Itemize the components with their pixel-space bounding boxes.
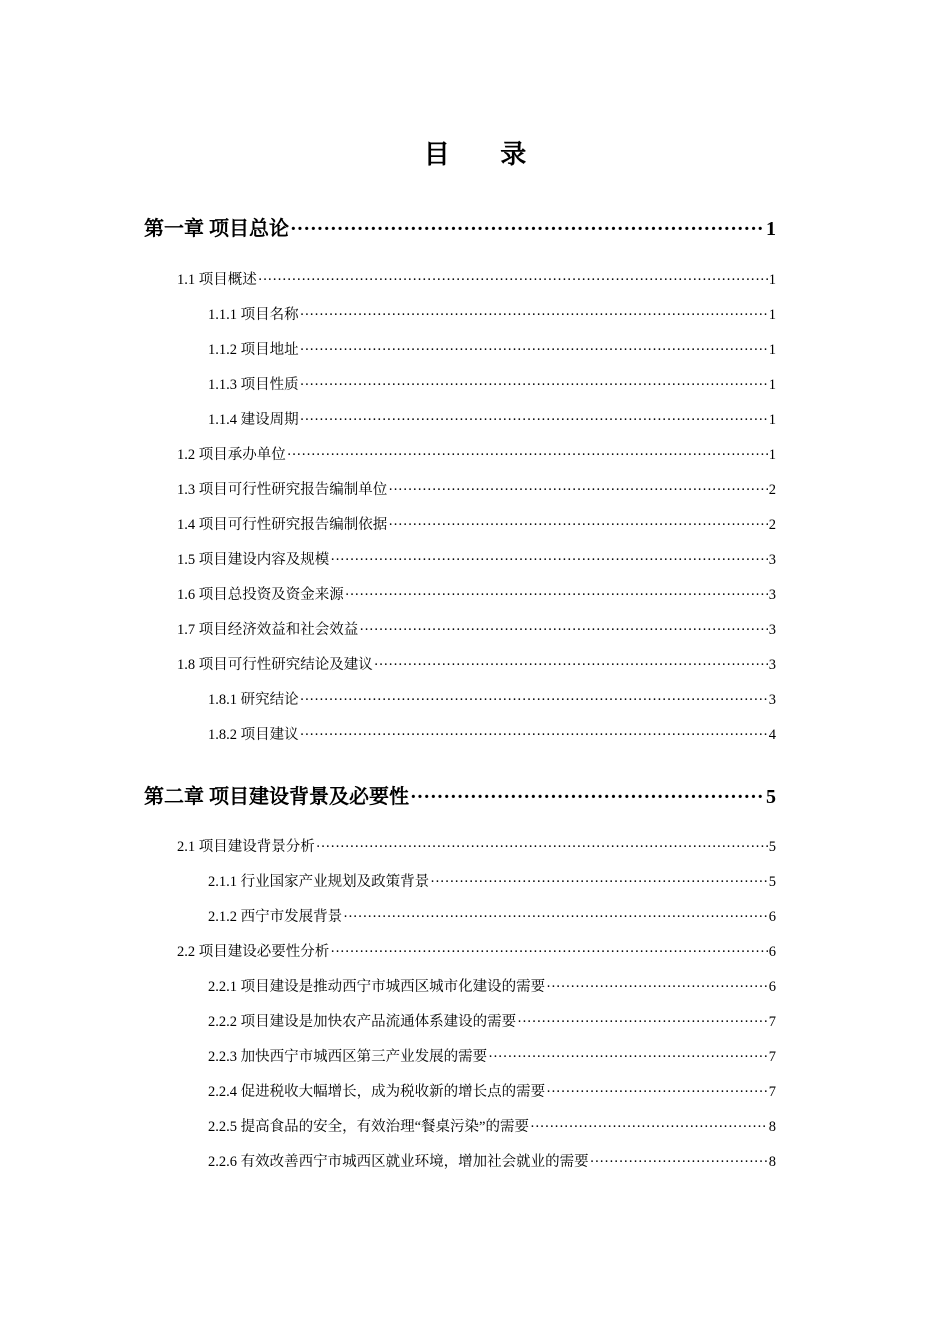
toc-page-number: 5 bbox=[766, 786, 776, 808]
dot-leader bbox=[287, 447, 768, 464]
dot-leader bbox=[316, 839, 768, 856]
toc-page-number: 1 bbox=[766, 218, 776, 240]
toc-subsection-1-1-2[interactable] bbox=[208, 338, 776, 358]
toc-entry-label: 1.6 项目总投资及资金来源 bbox=[177, 587, 344, 603]
toc-entry-label: 1.8.2 项目建议 bbox=[208, 727, 299, 743]
toc-entry-label: 2.2.5 提高食品的安全，有效治理“餐桌污染”的需要 bbox=[208, 1119, 529, 1135]
toc-subsection-2-1-2[interactable] bbox=[208, 905, 776, 925]
toc-subsection-2-1-1[interactable] bbox=[208, 870, 776, 890]
toc-page-number: 3 bbox=[768, 657, 776, 673]
toc-entry-label: 2.2.6 有效改善西宁市城西区就业环境，增加社会就业的需要 bbox=[208, 1154, 589, 1170]
toc-subsection-2-2-6[interactable] bbox=[208, 1150, 776, 1170]
dot-leader bbox=[410, 786, 765, 809]
toc-page-number: 7 bbox=[768, 1084, 776, 1100]
dot-leader bbox=[345, 587, 768, 604]
toc-page-number: 3 bbox=[768, 692, 776, 708]
toc-entry-label: 1.1.2 项目地址 bbox=[208, 342, 299, 358]
toc-page-number: 2 bbox=[768, 517, 776, 533]
dot-leader bbox=[430, 874, 768, 891]
toc-page-number: 6 bbox=[768, 909, 776, 925]
toc-page-number: 7 bbox=[768, 1049, 776, 1065]
toc-entry-label: 2.1.2 西宁市发展背景 bbox=[208, 909, 343, 925]
toc-page-number: 2 bbox=[768, 482, 776, 498]
toc-entry-label: 2.1.1 行业国家产业规划及政策背景 bbox=[208, 874, 430, 890]
toc-subsection-2-2-4[interactable] bbox=[208, 1080, 776, 1100]
dot-leader bbox=[530, 1119, 768, 1136]
dot-leader bbox=[330, 552, 768, 569]
toc-page-number: 1 bbox=[768, 447, 776, 463]
toc-section-2-1[interactable] bbox=[177, 835, 776, 855]
toc-entry-label: 2.2.4 促进税收大幅增长，成为税收新的增长点的需要 bbox=[208, 1084, 546, 1100]
toc-entry-label: 第一章 项目总论 bbox=[144, 218, 289, 240]
dot-leader bbox=[258, 272, 768, 289]
toc-entry-label: 1.1.1 项目名称 bbox=[208, 307, 299, 323]
dot-leader bbox=[546, 1084, 768, 1101]
toc-section-1-3[interactable] bbox=[177, 478, 776, 498]
toc-subsection-1-1-1[interactable] bbox=[208, 303, 776, 323]
toc-entry-label: 2.1 项目建设背景分析 bbox=[177, 839, 315, 855]
dot-leader bbox=[330, 944, 768, 961]
toc-page-number: 8 bbox=[768, 1119, 776, 1135]
dot-leader bbox=[488, 1049, 768, 1066]
toc-page-number: 3 bbox=[768, 622, 776, 638]
toc-subsection-1-8-2[interactable] bbox=[208, 723, 776, 743]
toc-page-number: 1 bbox=[768, 377, 776, 393]
toc-chapter-1[interactable] bbox=[144, 212, 776, 240]
toc-page-number: 5 bbox=[768, 874, 776, 890]
dot-leader bbox=[300, 692, 768, 709]
toc-page-number: 1 bbox=[768, 272, 776, 288]
toc-entry-label: 2.2.2 项目建设是加快农产品流通体系建设的需要 bbox=[208, 1014, 517, 1030]
dot-leader bbox=[300, 307, 768, 324]
toc-entry-label: 1.3 项目可行性研究报告编制单位 bbox=[177, 482, 388, 498]
dot-leader bbox=[300, 342, 768, 359]
toc-entry-label: 1.8.1 研究结论 bbox=[208, 692, 299, 708]
toc-chapter-2[interactable] bbox=[144, 780, 776, 808]
page-title: 目 录 bbox=[423, 140, 549, 169]
dot-leader bbox=[300, 727, 768, 744]
dot-leader bbox=[300, 412, 768, 429]
toc-page-number: 1 bbox=[768, 307, 776, 323]
dot-leader bbox=[388, 482, 768, 499]
toc-page-number: 1 bbox=[768, 342, 776, 358]
toc-page-number: 6 bbox=[768, 979, 776, 995]
toc-section-1-8[interactable] bbox=[177, 653, 776, 673]
toc-entry-label: 第二章 项目建设背景及必要性 bbox=[144, 786, 409, 808]
toc-section-1-2[interactable] bbox=[177, 443, 776, 463]
toc-page-number: 7 bbox=[768, 1014, 776, 1030]
dot-leader bbox=[343, 909, 768, 926]
toc-page-number: 3 bbox=[768, 587, 776, 603]
toc-entry-label: 2.2.1 项目建设是推动西宁市城西区城市化建设的需要 bbox=[208, 979, 546, 995]
dot-leader bbox=[290, 218, 765, 241]
toc-entry-label: 2.2.3 加快西宁市城西区第三产业发展的需要 bbox=[208, 1049, 488, 1065]
toc-subsection-1-8-1[interactable] bbox=[208, 688, 776, 708]
toc-subsection-2-2-3[interactable] bbox=[208, 1045, 776, 1065]
toc-subsection-2-2-5[interactable] bbox=[208, 1115, 776, 1135]
toc-entry-label: 2.2 项目建设必要性分析 bbox=[177, 944, 330, 960]
dot-leader bbox=[388, 517, 768, 534]
toc-section-1-1[interactable] bbox=[177, 268, 776, 288]
toc-page-number: 4 bbox=[768, 727, 776, 743]
toc-subsection-2-2-2[interactable] bbox=[208, 1010, 776, 1030]
toc-page-number: 6 bbox=[768, 944, 776, 960]
dot-leader bbox=[546, 979, 768, 996]
dot-leader bbox=[517, 1014, 768, 1031]
toc-entry-label: 1.4 项目可行性研究报告编制依据 bbox=[177, 517, 388, 533]
toc-entry-label: 1.5 项目建设内容及规模 bbox=[177, 552, 330, 568]
toc-entry-label: 1.1.4 建设周期 bbox=[208, 412, 299, 428]
toc-page-number: 3 bbox=[768, 552, 776, 568]
toc-page-number: 1 bbox=[768, 412, 776, 428]
toc-entry-label: 1.1.3 项目性质 bbox=[208, 377, 299, 393]
toc-entry-label: 1.1 项目概述 bbox=[177, 272, 257, 288]
toc-entry-label: 1.7 项目经济效益和社会效益 bbox=[177, 622, 359, 638]
dot-leader bbox=[359, 622, 768, 639]
toc-section-1-5[interactable] bbox=[177, 548, 776, 568]
dot-leader bbox=[590, 1154, 768, 1171]
toc-subsection-1-1-4[interactable] bbox=[208, 408, 776, 428]
toc-section-1-4[interactable] bbox=[177, 513, 776, 533]
toc-section-2-2[interactable] bbox=[177, 940, 776, 960]
toc-section-1-7[interactable] bbox=[177, 618, 776, 638]
toc-subsection-2-2-1[interactable] bbox=[208, 975, 776, 995]
toc-entry-label: 1.8 项目可行性研究结论及建议 bbox=[177, 657, 373, 673]
dot-leader bbox=[374, 657, 768, 674]
toc-section-1-6[interactable] bbox=[177, 583, 776, 603]
toc-entry-label: 1.2 项目承办单位 bbox=[177, 447, 286, 463]
toc-page-number: 8 bbox=[768, 1154, 776, 1170]
toc-subsection-1-1-3[interactable] bbox=[208, 373, 776, 393]
toc-page-number: 5 bbox=[768, 839, 776, 855]
dot-leader bbox=[300, 377, 768, 394]
